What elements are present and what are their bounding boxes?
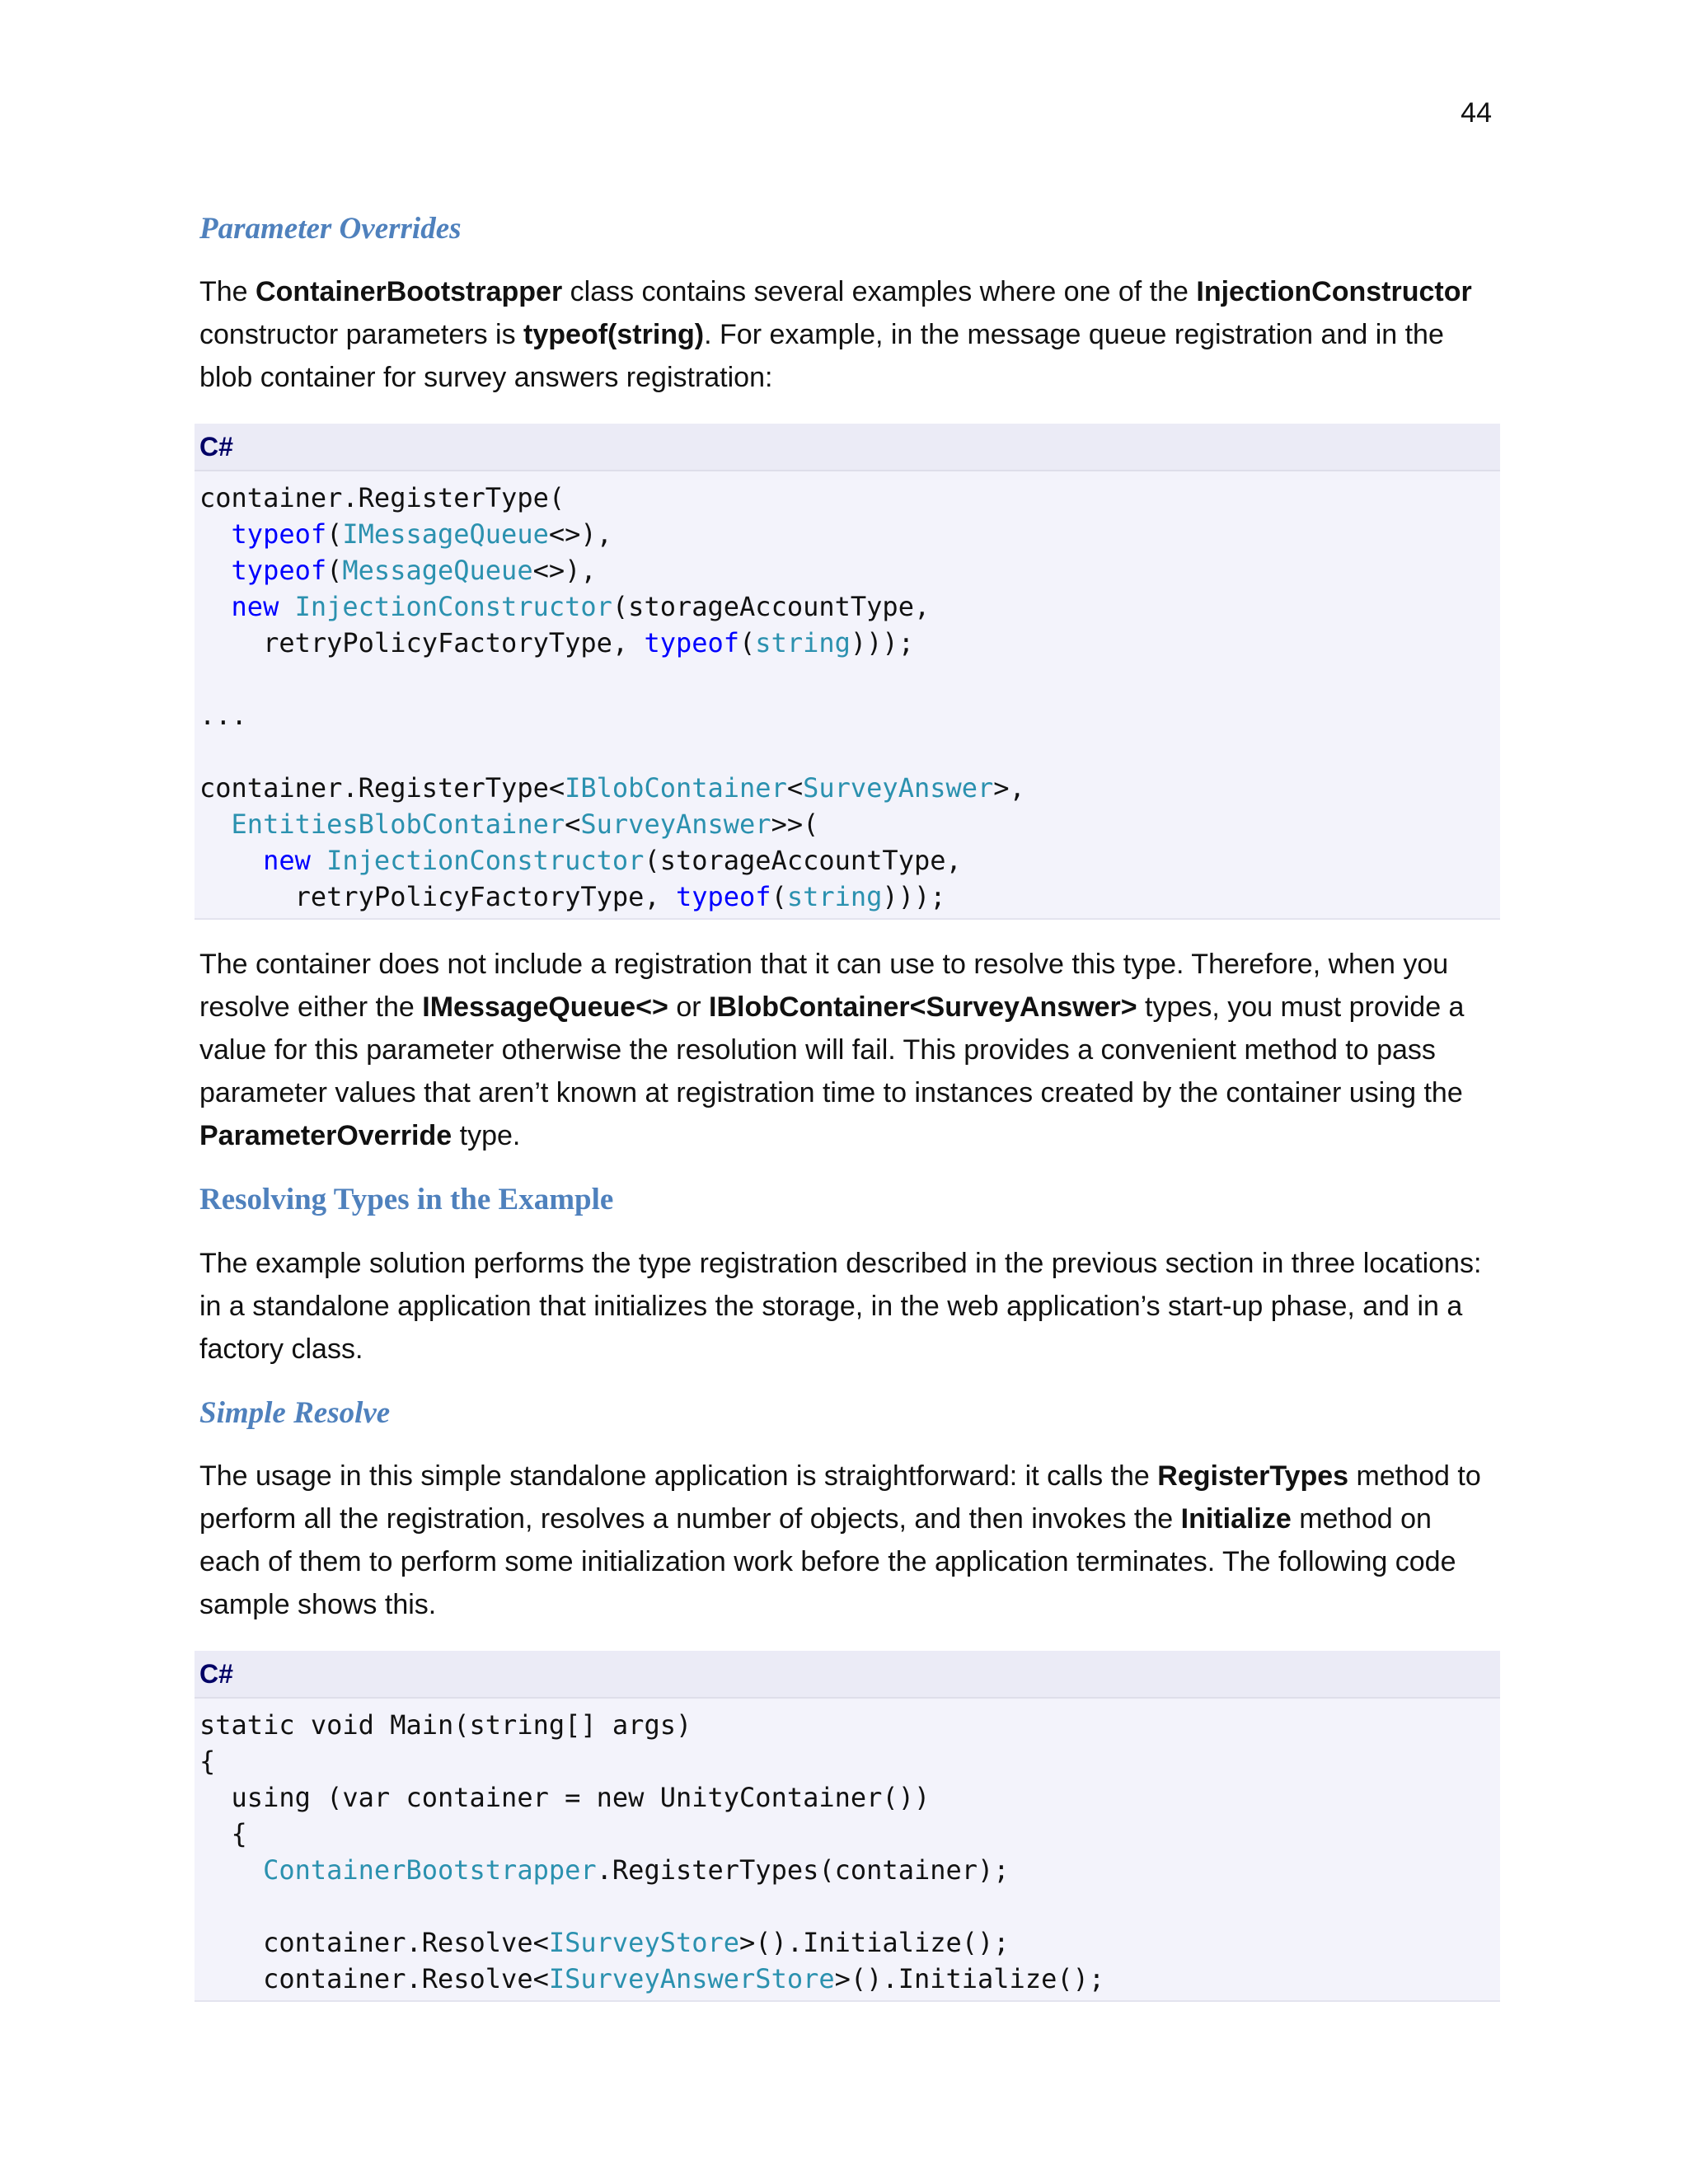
section-heading-simple-resolve: Simple Resolve xyxy=(199,1395,391,1430)
code-token: InjectionConstructor xyxy=(294,591,612,623)
code-line xyxy=(199,1961,1495,1997)
code-block-main xyxy=(195,1651,1500,2002)
code-token: ( xyxy=(326,518,343,551)
code-line xyxy=(199,879,1495,915)
code-token: ))); xyxy=(850,627,914,659)
code-token: ... xyxy=(199,700,247,732)
code-line xyxy=(199,733,1495,770)
code-token xyxy=(199,518,232,550)
code-language-label: C# xyxy=(195,1651,1500,1699)
code-token: <>), xyxy=(532,555,597,587)
paragraph-resolution: The container does not include a registration that it can use to resolve this type. Therefore, when you resolve either the IMessageQueue<> or IBlobContainer<SurveyAnswer> types, you must provide a value for this parameter otherwise the resolution will fail. This provides a convenient method to pass parameter values that aren’t known at registration time to instances created by the container using the ParameterOverride type. xyxy=(199,949,1465,1152)
code-token: container.RegisterType< xyxy=(199,772,565,804)
code-line xyxy=(199,588,1495,625)
code-line xyxy=(199,1816,1495,1852)
code-token: SurveyAnswer xyxy=(580,808,771,841)
paragraph-simple-resolve: The usage in this simple standalone application is straightforward: it calls the RegisterTypes method to perform all the registration, resolves a number of objects, and then invokes the Initialize method on each of them to perform some initialization work before the application terminates. The following code sample shows this. xyxy=(199,1460,1481,1621)
code-token xyxy=(199,808,232,840)
code-line xyxy=(199,625,1495,661)
code-line xyxy=(199,516,1495,552)
code-line xyxy=(199,552,1495,588)
section-heading-resolving-types: Resolving Types in the Example xyxy=(199,1183,614,1217)
code-token: >>( xyxy=(771,808,819,841)
code-token: IMessageQueue xyxy=(342,518,549,551)
code-token: typeof xyxy=(675,881,771,913)
code-token: (storageAccountType, xyxy=(644,845,962,877)
code-token: ContainerBootstrapper xyxy=(263,1854,597,1886)
code-listing xyxy=(195,1699,1500,2000)
code-token xyxy=(279,591,294,622)
code-token: SurveyAnswer xyxy=(803,772,994,804)
code-token: static void Main(string[] args) xyxy=(199,1709,692,1741)
code-token: new xyxy=(231,591,279,623)
code-token: { xyxy=(199,1746,216,1778)
code-token: using (var container = new UnityContainer()) xyxy=(199,1782,931,1814)
code-token: container.Resolve< xyxy=(199,1927,549,1959)
code-token: string xyxy=(755,627,851,659)
code-line xyxy=(199,1888,1495,1924)
code-token: typeof xyxy=(644,627,740,659)
code-token: InjectionConstructor xyxy=(326,845,645,877)
code-line xyxy=(199,1707,1495,1743)
code-token: MessageQueue xyxy=(342,555,533,587)
code-token: >().Initialize(); xyxy=(739,1927,1010,1959)
code-line xyxy=(199,697,1495,733)
code-line xyxy=(199,770,1495,806)
code-token: ( xyxy=(771,881,787,913)
code-token xyxy=(199,555,232,586)
code-token: new xyxy=(263,845,311,877)
code-token: ( xyxy=(739,627,756,659)
code-token: retryPolicyFactoryType, xyxy=(199,881,676,913)
code-token: .RegisterTypes(container); xyxy=(596,1854,1010,1886)
code-token: { xyxy=(199,1818,247,1850)
code-token xyxy=(199,1854,263,1886)
code-line xyxy=(199,1852,1495,1888)
code-token: < xyxy=(786,772,804,804)
paragraph-locations: The example solution performs the type registration described in the previous section in three locations: in a standalone application that initializes the storage, in the web application’s start-up phase, and in a factory class. xyxy=(199,1247,1482,1365)
code-token: < xyxy=(565,808,581,841)
code-listing xyxy=(195,471,1500,918)
code-token: (storageAccountType, xyxy=(612,591,931,623)
section-heading-parameter-overrides: Parameter Overrides xyxy=(199,212,462,246)
code-token: <>), xyxy=(548,518,612,551)
code-line xyxy=(199,1743,1495,1779)
code-token xyxy=(199,845,263,876)
code-line xyxy=(199,842,1495,879)
page-content xyxy=(199,211,1495,2025)
code-token: container.RegisterType( xyxy=(199,482,565,514)
code-token: >, xyxy=(993,772,1025,804)
code-line xyxy=(199,480,1495,516)
code-token: ISurveyAnswerStore xyxy=(548,1963,835,1995)
page-number: 44 xyxy=(1461,97,1492,129)
code-line xyxy=(199,806,1495,842)
code-token: string xyxy=(786,881,883,913)
code-token: retryPolicyFactoryType, xyxy=(199,627,645,659)
code-token: EntitiesBlobContainer xyxy=(231,808,565,841)
code-block-registration xyxy=(195,424,1500,920)
code-token: IBlobContainer xyxy=(565,772,787,804)
code-token xyxy=(199,591,232,622)
code-token xyxy=(311,845,326,876)
code-token: ))); xyxy=(882,881,946,913)
code-language-label: C# xyxy=(195,424,1500,471)
code-token: container.Resolve< xyxy=(199,1963,549,1995)
code-line xyxy=(199,661,1495,697)
code-token: typeof xyxy=(231,518,327,551)
code-line xyxy=(199,1924,1495,1961)
code-token: typeof xyxy=(231,555,327,587)
code-token: ( xyxy=(326,555,343,587)
paragraph-intro: The ContainerBootstrapper class contains several examples where one of the InjectionConstructor constructor parameters is typeof(string). For example, in the message queue registration and in the blob container for survey answers registration: xyxy=(199,276,1472,394)
code-token: ISurveyStore xyxy=(548,1927,740,1959)
code-token: >().Initialize(); xyxy=(834,1963,1105,1995)
code-line xyxy=(199,1779,1495,1816)
